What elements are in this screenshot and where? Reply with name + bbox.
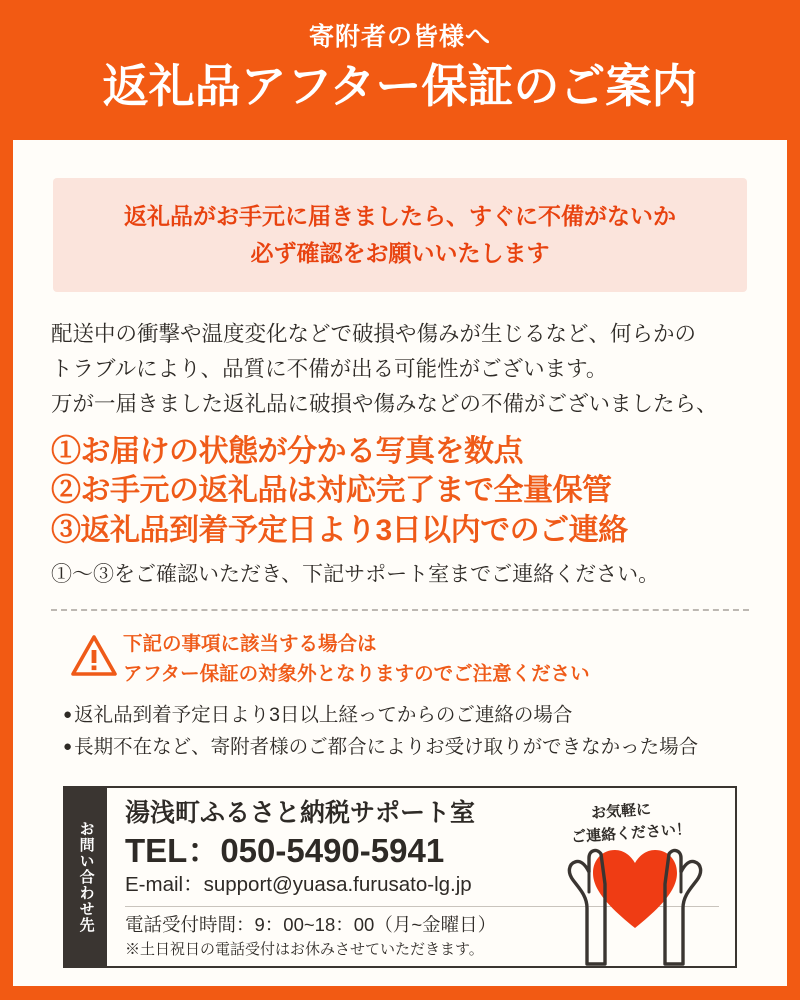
illustration-caption-1: お気軽に [590,800,652,823]
exclusion-item-1 [63,699,749,731]
contact-tab-text: お問い合わせ先 [77,821,95,933]
intro-line-3: 万が一届きました返礼品に破損や傷みなどの不備がございましたら、 [51,392,718,417]
notice-line-1: 返礼品がお手元に届きましたら、すぐに不備がないか [124,203,676,229]
warning-line-1: 下記の事項に該当する場合は [123,632,377,655]
illustration-caption-2: ご連絡ください！ [570,820,692,847]
header-subtitle: 寄附者の皆様へ [308,23,491,51]
points-list [51,432,749,552]
body-section [13,318,787,591]
warning-triangle-icon [71,635,117,682]
contact-tab-label [65,788,107,966]
warning-line-2: アフター保証の対象外となりますのでご注意ください [123,662,590,685]
bullet-dot-icon: ● [63,706,73,724]
closing-text: ①～③をご確認いただき、下記サポート室までご連絡ください。 [51,563,660,587]
contact-note: ※土日祝日の電話受付はお休みさせていただきます。 [125,940,484,958]
bullet-dot-icon: ● [63,738,73,756]
header-title: 返礼品アフター保証のご案内 [102,59,698,112]
notice-box [53,178,747,292]
intro-line-2: トラブルにより、品質に不備が出る可能性がございます。 [51,356,608,381]
warning-text [123,629,590,689]
point-item-1: ①お届けの状態が分かる写真を数点 [51,434,523,468]
contact-org-name: 湯浅町ふるさと納税サポート室 [125,799,476,827]
contact-telephone[interactable]: TEL：050-5490-5941 [125,832,445,869]
exclusion-list [63,699,749,763]
header [0,0,800,115]
warning-block [71,629,749,689]
point-item-2: ②お手元の返礼品は対応完了まで全量保管 [51,474,612,508]
contact-card [63,786,737,968]
exclusion-item-2 [63,731,749,763]
exclusion-item-2-label: 長期不在など、寄附者様のご都合によりお受け取りができなかった場合 [74,736,699,759]
point-item-3: ③返礼品到着予定日より3日以内でのご連絡 [51,514,628,548]
warning-section [13,629,787,764]
contact-email[interactable]: E-mail：support@yuasa.furusato-lg.jp [125,872,472,896]
exclusion-item-1-label: 返礼品到着予定日より3日以上経ってからのご連絡の場合 [74,704,573,727]
intro-line-1: 配送中の衝撃や温度変化などで破損や傷みが生じるなど、何らかの [51,321,697,346]
dashed-divider [51,609,749,611]
contact-details [107,788,735,966]
contact-hours: 電話受付時間：9：00~18：00（月~金曜日） [125,913,497,935]
notice-line-2: 必ず確認をお願いいたします [250,239,550,266]
hands-heart-illustration [535,788,735,966]
content-panel [13,140,787,986]
intro-paragraph [51,318,749,422]
